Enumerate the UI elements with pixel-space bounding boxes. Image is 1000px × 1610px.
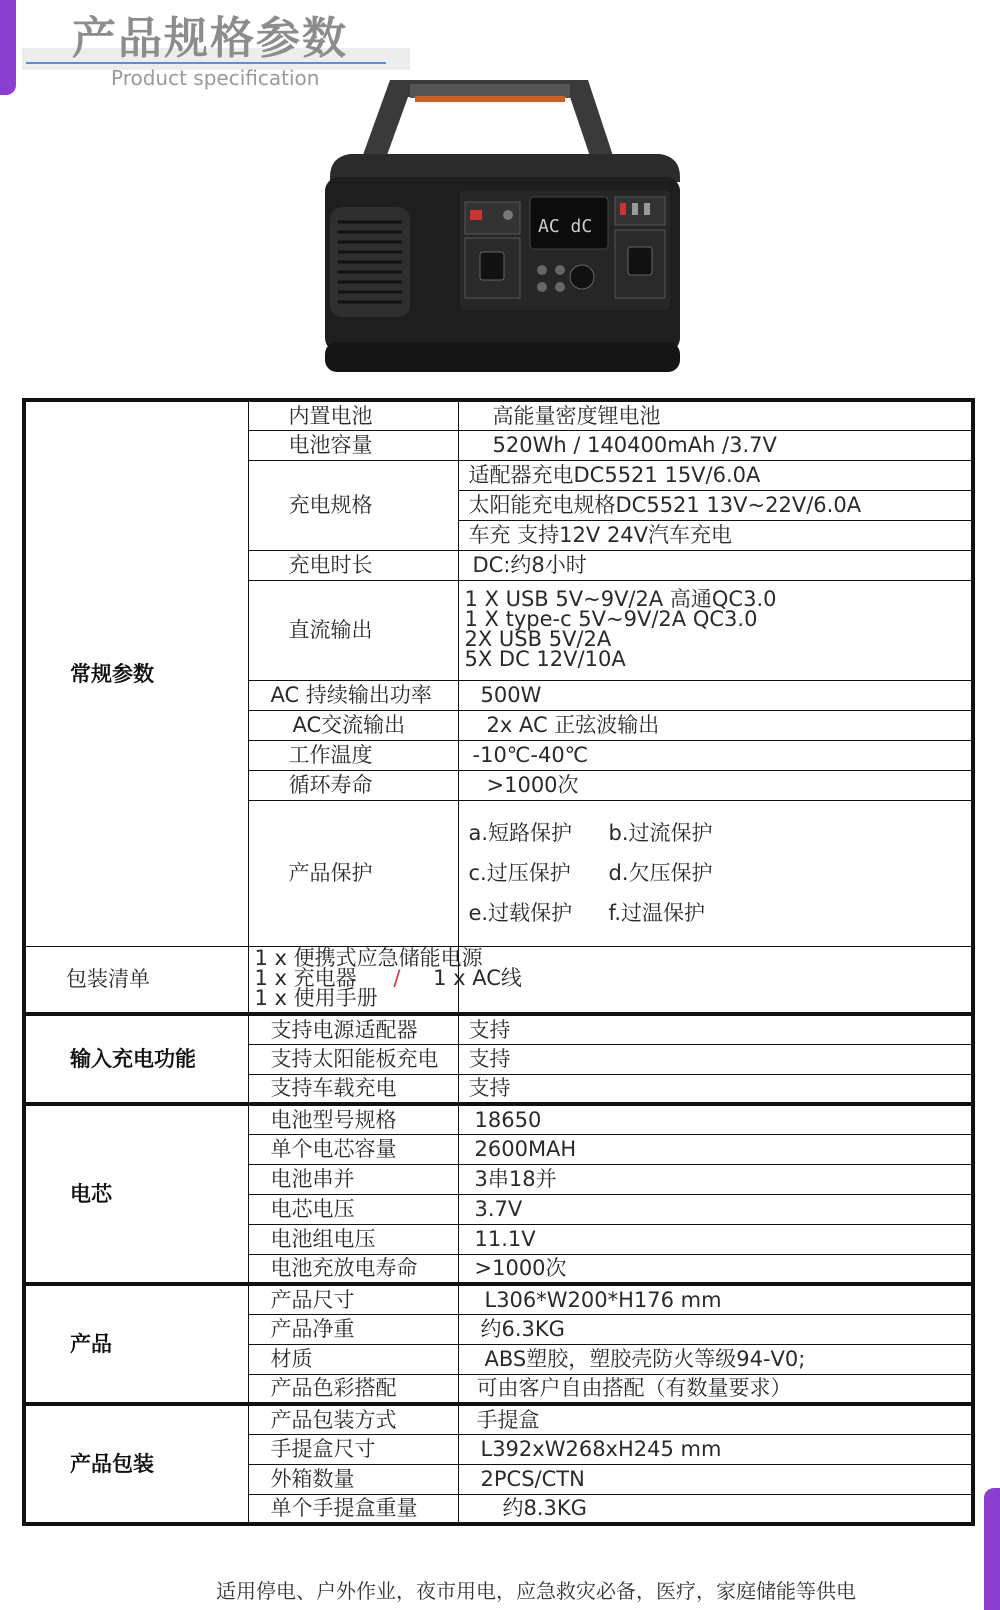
row-label: 支持车载充电 xyxy=(248,1074,458,1104)
footer-caption: 适用停电、户外作业，夜市用电，应急救灾必备，医疗，家庭储能等供电 xyxy=(216,1579,856,1603)
row-value: 18650 xyxy=(458,1104,973,1134)
row-value: >1000次 xyxy=(458,770,973,800)
row-value: 2600MAH xyxy=(458,1134,973,1164)
row-label: 工作温度 xyxy=(248,740,458,770)
row-label: 手提盒尺寸 xyxy=(248,1434,458,1464)
row-label: AC交流输出 xyxy=(248,710,458,740)
row-label: 支持太阳能板充电 xyxy=(248,1044,458,1074)
row-label: 产品色彩搭配 xyxy=(248,1374,458,1404)
dc-output-line: 2X USB 5V/2A xyxy=(464,627,612,651)
protection-item: e.过载保护 xyxy=(468,901,573,925)
row-value: 11.1V xyxy=(458,1224,973,1254)
row-value: 约6.3KG xyxy=(458,1314,973,1344)
row-label: 充电时长 xyxy=(248,550,458,580)
row-value: 520Wh / 140400mAh /3.7V xyxy=(458,430,973,460)
package-item: 1 x AC线 xyxy=(433,966,522,991)
row-value: 支持 xyxy=(458,1014,973,1044)
spec-table xyxy=(22,398,975,1526)
dc-output-line: 5X DC 12V/10A xyxy=(464,646,626,671)
row-value: 支持 xyxy=(458,1074,973,1104)
row-label: 电池组电压 xyxy=(248,1224,458,1254)
row-label: 外箱数量 xyxy=(248,1464,458,1494)
row-label: 产品保护 xyxy=(248,800,458,946)
protection-item: b.过流保护 xyxy=(608,821,713,845)
row-label: 单个电芯容量 xyxy=(248,1134,458,1164)
row-value: 可由客户自由搭配（有数量要求） xyxy=(458,1374,973,1404)
portable-power-station-icon xyxy=(320,72,700,382)
row-label: 电池容量 xyxy=(248,430,458,460)
row-label: 支持电源适配器 xyxy=(248,1014,458,1044)
package-item: 1 x 充电器 xyxy=(254,966,357,991)
row-value: 手提盒 xyxy=(458,1404,973,1434)
row-value: 高能量密度锂电池 xyxy=(458,400,973,430)
row-label: 单个手提盒重量 xyxy=(248,1494,458,1524)
category-packaging: 产品包装 xyxy=(24,1404,248,1524)
protection-item: f.过温保护 xyxy=(608,901,706,925)
package-separator: / xyxy=(393,966,401,991)
protection-item: d.欠压保护 xyxy=(608,861,713,885)
row-value: L306*W200*H176 mm xyxy=(458,1284,973,1314)
dc-output-line: 1 X USB 5V~9V/2A 高通QC3.0 xyxy=(464,587,777,612)
row-value: 支持 xyxy=(458,1044,973,1074)
row-value: 3串18并 xyxy=(458,1164,973,1194)
row-value: -10℃-40℃ xyxy=(458,740,973,770)
row-value: 约8.3KG xyxy=(458,1494,973,1524)
category-product: 产品 xyxy=(24,1284,248,1404)
package-line: 1 x 使用手册 xyxy=(254,986,378,1011)
category-cell: 电芯 xyxy=(24,1104,248,1284)
row-value-multi xyxy=(458,580,973,680)
row-value: ABS塑胶，塑胶壳防火等级94-V0; xyxy=(458,1344,973,1374)
row-value: DC:约8小时 xyxy=(458,550,973,580)
row-label: 产品尺寸 xyxy=(248,1284,458,1314)
category-input: 输入充电功能 xyxy=(24,1014,248,1104)
page-subtitle: Product specification xyxy=(111,66,320,90)
svg-text:AC dC: AC dC xyxy=(538,216,593,237)
row-label: 电池充放电寿命 xyxy=(248,1254,458,1284)
accent-tab-bottom xyxy=(984,1488,1000,1610)
row-label: 直流输出 xyxy=(248,580,458,680)
row-value: 适配器充电DC5521 15V/6.0A xyxy=(458,460,973,490)
row-label: 电池型号规格 xyxy=(248,1104,458,1134)
row-label: 材质 xyxy=(248,1344,458,1374)
row-label: AC 持续输出功率 xyxy=(248,680,458,710)
protection-item: a.短路保护 xyxy=(468,821,573,845)
row-value: 太阳能充电规格DC5521 13V~22V/6.0A xyxy=(458,490,973,520)
package-list xyxy=(248,946,522,1014)
row-value: 2x AC 正弦波输出 xyxy=(458,710,973,740)
row-label: 产品包装方式 xyxy=(248,1404,458,1434)
row-value: 车充 支持12V 24V汽车充电 xyxy=(458,520,973,550)
category-general: 常规参数 xyxy=(24,400,248,946)
page-title: 产品规格参数 xyxy=(72,13,348,64)
accent-tab-top xyxy=(0,0,16,95)
package-line: 1 x 便携式应急储能电源 xyxy=(254,946,483,971)
row-value: >1000次 xyxy=(458,1254,973,1284)
protection-item: c.过压保护 xyxy=(468,861,571,885)
row-value: 500W xyxy=(458,680,973,710)
row-value: L392xW268xH245 mm xyxy=(458,1434,973,1464)
row-label: 产品净重 xyxy=(248,1314,458,1344)
row-label: 内置电池 xyxy=(248,400,458,430)
row-label: 充电规格 xyxy=(248,460,458,550)
row-value: 3.7V xyxy=(458,1194,973,1224)
row-value: 2PCS/CTN xyxy=(458,1464,973,1494)
row-label: 包装清单 xyxy=(24,946,248,1014)
row-label: 循环寿命 xyxy=(248,770,458,800)
protection-list xyxy=(458,800,973,946)
row-label: 电芯电压 xyxy=(248,1194,458,1224)
row-label: 电池串并 xyxy=(248,1164,458,1194)
dc-output-line: 1 X type-c 5V~9V/2A QC3.0 xyxy=(464,607,758,632)
